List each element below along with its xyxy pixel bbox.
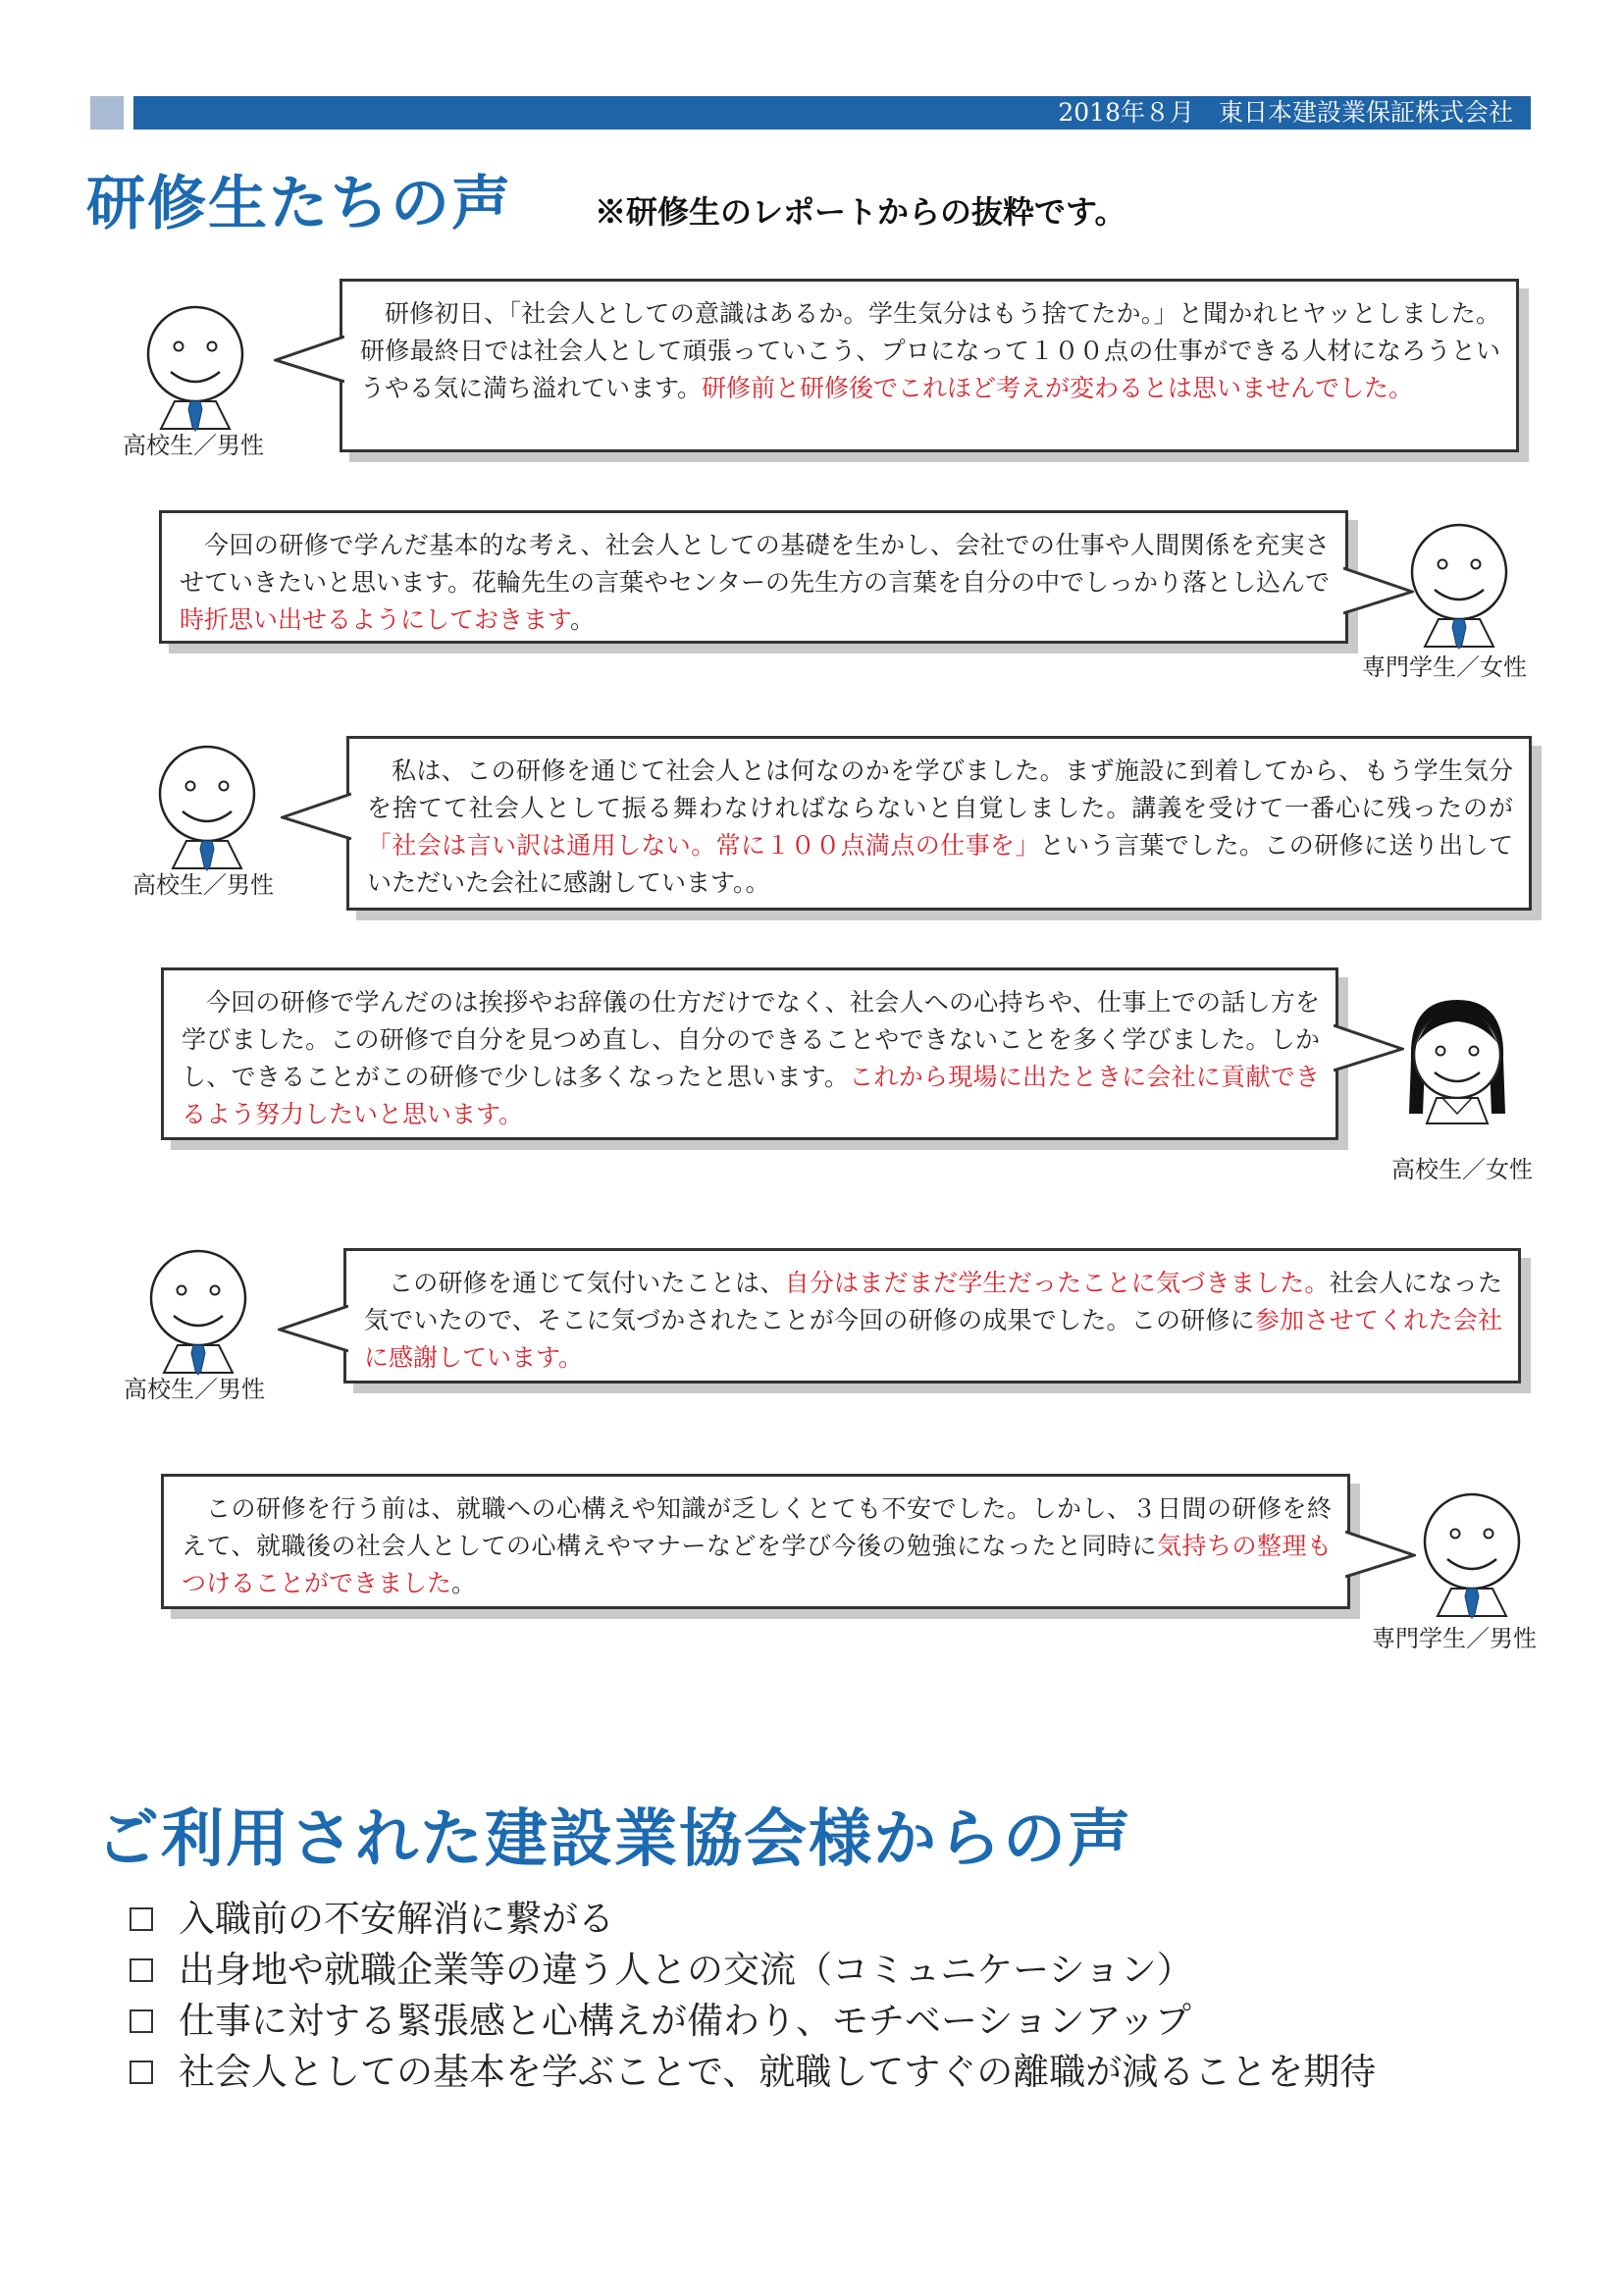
trainee-caption: 高校生／女性	[1391, 1156, 1533, 1183]
highlight-text: 時折思い出せるようにしておきます	[180, 605, 571, 634]
speech-bubble	[346, 736, 1532, 911]
speech-bubble	[340, 279, 1519, 452]
highlight-text: 気持ちの整理もつけることができました	[182, 1532, 1332, 1597]
association-voice-list	[130, 1894, 1376, 2098]
highlight-text: 研修前と研修後でこれほど考えが変わるとは思いませんでした。	[702, 374, 1414, 402]
speech-text: この研修を通じて気付いたことは、自分はまだまだ学生だったことに気づきました。社会人になった気でいたので、そこに気づかされたことが今回の研修の成果でした。この研修に参加させてくれた会社に感謝しています。	[364, 1269, 1502, 1372]
section-note: ※研修生のレポートからの抜粋です。	[595, 193, 1126, 231]
speech-text: この研修を行う前は、就職への心構えや知識が乏しくとても不安でした。しかし、３日間の研修を終えて、就職後の社会人としての心構えやマナーなどを学び今後の勉強になったと同時に気持ちの整理もつけることができました。	[182, 1494, 1332, 1597]
checkbox-icon	[130, 1958, 153, 1982]
speech-text: 研修初日、「社会人としての意識はあるか。学生気分はもう捨てたか。」と聞かれヒヤッとしました。研修最終日では社会人として頑張っていこう、プロになって１００点の仕事ができる人材になろうというやる気に満ち溢れています。研修前と研修後でこれほど考えが変わるとは思いませんでした。	[360, 299, 1500, 402]
checkbox-icon	[130, 2061, 153, 2084]
trainee-face-icon	[141, 294, 249, 442]
speech-bubble	[343, 1248, 1521, 1383]
speech-text: 私は、この研修を通じて社会人とは何なのかを学びました。まず施設に到着してから、もう学生気分を捨てて社会人として振る舞わなければならないと自覚しました。講義を受けて一番心に残ったのが「社会は言い訳は通用しない。常に１００点満点の仕事を」という言葉でした。この研修に送り出していただいた会社に感謝しています。。	[367, 757, 1513, 897]
speech-text: 今回の研修で学んだのは挨拶やお辞儀の仕方だけでなく、社会人への心持ちや、仕事上での話し方を学びました。この研修で自分を見つめ直し、自分のできることやできないことを多く学びました。しかし、できることがこの研修で少しは多くなったと思います。これから現場に出たときに会社に貢献できるよう努力したいと思います。	[182, 988, 1320, 1128]
trainee-caption: 専門学生／男性	[1372, 1625, 1537, 1652]
highlight-text: 「社会は言い訳は通用しない。常に１００点満点の仕事を」	[367, 831, 1040, 860]
header-bar	[133, 96, 1531, 130]
trainee-face-female-icon	[1403, 989, 1511, 1136]
trainee-caption: 専門学生／女性	[1362, 653, 1527, 681]
section-title-trainee-voices: 研修生たちの声	[86, 170, 512, 238]
highlight-text: これから現場に出たときに会社に貢献できるよう努力したいと思います。	[182, 1063, 1320, 1128]
header-date-company: 2018年８月 東日本建設業保証株式会社	[1058, 98, 1513, 127]
checkbox-icon	[130, 2009, 153, 2033]
checkbox-icon	[130, 1907, 153, 1931]
speech-bubble	[159, 510, 1348, 644]
trainee-caption: 高校生／男性	[124, 1376, 265, 1403]
list-item: 入職前の不安解消に繋がる	[130, 1894, 1376, 1945]
trainee-face-icon	[144, 1238, 252, 1385]
trainee-face-icon	[153, 734, 261, 881]
trainee-caption: 高校生／男性	[132, 871, 274, 899]
section-title-association-voices: ご利用された建設業協会様からの声	[96, 1802, 1132, 1876]
list-item: 出身地や就職企業等の違う人との交流（コミュニケーション）	[130, 1945, 1376, 1996]
trainee-caption: 高校生／男性	[123, 432, 264, 459]
speech-bubble	[161, 1474, 1350, 1609]
trainee-face-icon	[1405, 512, 1513, 659]
highlight-text: 自分はまだまだ学生だったことに気づきました。	[784, 1269, 1330, 1297]
list-item: 社会人としての基本を学ぶことで、就職してすぐの離職が減ることを期待	[130, 2047, 1376, 2098]
list-item: 仕事に対する緊張感と心構えが備わり、モチベーションアップ	[130, 1996, 1376, 2047]
speech-bubble	[161, 967, 1338, 1140]
header-accent-square	[90, 96, 124, 130]
trainee-face-icon	[1418, 1482, 1526, 1629]
highlight-text: 参加させてくれた会社に感謝しています。	[364, 1306, 1502, 1372]
speech-text: 今回の研修で学んだ基本的な考え、社会人としての基礎を生かし、会社での仕事や人間関係を充実させていきたいと思います。花輪先生の言葉やセンターの先生方の言葉を自分の中でしっかり落とし込んで時折思い出せるようにしておきます。	[180, 531, 1331, 634]
